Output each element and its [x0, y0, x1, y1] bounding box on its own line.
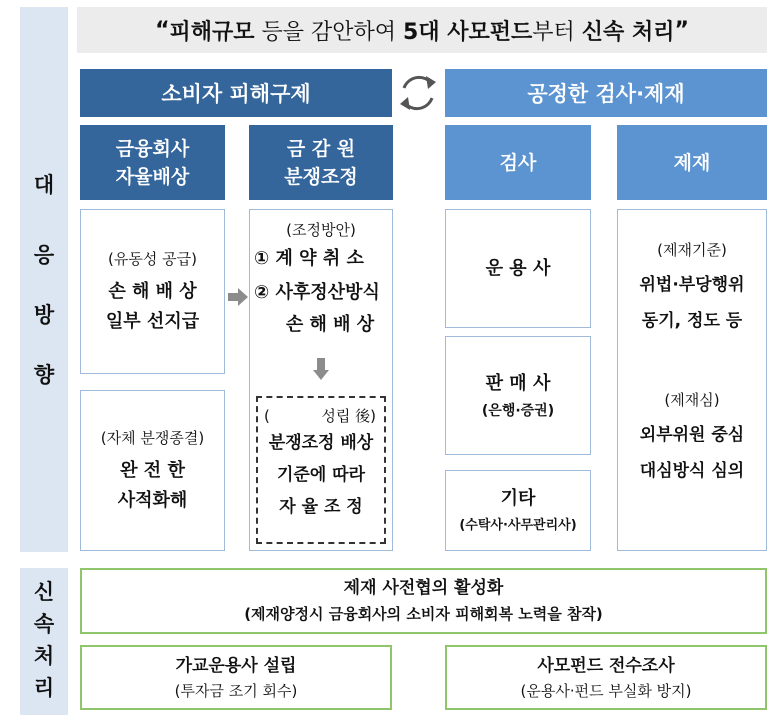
cycle-arrows-icon — [396, 66, 440, 120]
box-line: 외부위원 중심 — [639, 425, 745, 445]
box-line: 제재 사전협의 활성화 — [343, 578, 504, 598]
box-note: (유동성 공급) — [108, 249, 197, 268]
dashed-line: 기준에 따라 — [276, 465, 366, 485]
box-note: (은행·증권) — [481, 402, 555, 419]
box-note: (제재기준) — [657, 241, 727, 259]
col-header-dispute-mediation — [249, 125, 393, 200]
box-sanction-criteria — [617, 209, 767, 551]
box-private-settlement — [80, 390, 225, 551]
box-line: 기타 — [500, 487, 536, 509]
col-header-autonomous-compensation — [80, 125, 225, 200]
col-header-line: 금 감 원 — [286, 137, 356, 160]
col-header-inspection — [445, 125, 591, 200]
box-note: (제재양정시 금융회사의 소비자 피해회복 노력을 참작) — [244, 605, 603, 623]
dashed-note-open: ( — [264, 407, 270, 425]
mediation-item-2: ② 사후정산방식 — [254, 282, 380, 303]
dashed-line: 분쟁조정 배상 — [268, 433, 374, 453]
title-text-2: 부터 — [532, 19, 582, 45]
title-bold-2: 5대 사모펀드 — [403, 19, 533, 45]
header-consumer-relief-label: 소비자 피해구제 — [161, 82, 311, 106]
col-header-line: 검사 — [499, 151, 537, 174]
box-asset-manager — [445, 209, 591, 328]
box-line: 동기, 정도 등 — [641, 311, 743, 331]
title-quote-open: “ — [155, 17, 170, 43]
title-text-1: 등을 감안하여 — [254, 19, 404, 45]
box-line: 운 용 사 — [485, 257, 551, 279]
dashed-line: 자 율 조 정 — [279, 497, 363, 517]
side-char: 향 — [33, 363, 55, 387]
box-line: 손 해 배 상 — [108, 280, 197, 302]
side-char: 응 — [33, 243, 55, 267]
box-autonomous-adjustment — [256, 396, 386, 544]
box-note: (운용사·펀드 부실화 방지) — [520, 681, 692, 700]
box-pre-consultation — [80, 568, 767, 634]
box-partial-prepayment — [80, 209, 225, 374]
side-char: 대 — [33, 173, 55, 197]
box-line: 일부 선지급 — [105, 310, 200, 332]
box-bridge-manager — [80, 645, 392, 710]
col-header-line: 자율배상 — [115, 165, 190, 188]
title-bold-3: 신속 처리 — [581, 19, 675, 45]
mediation-item-1: ① 계 약 취 소 — [254, 248, 364, 269]
col-header-line: 금융회사 — [115, 137, 190, 160]
arrow-down-icon — [313, 358, 329, 380]
box-full-survey — [445, 645, 767, 710]
side-char: 신 — [33, 580, 55, 604]
box-seller — [445, 336, 591, 455]
col-header-line: 제재 — [673, 151, 711, 174]
col-header-sanction — [617, 125, 767, 200]
header-fair-inspection — [445, 69, 767, 117]
box-line: 사모펀드 전수조사 — [537, 655, 675, 676]
arrow-right-icon — [228, 288, 248, 306]
box-note: (수탁사·사무관리사) — [459, 517, 577, 533]
col-header-line: 분쟁조정 — [284, 165, 358, 188]
box-others — [445, 470, 591, 551]
header-fair-inspection-label: 공정한 검사·제재 — [527, 82, 685, 106]
box-note: (자체 분쟁종결) — [100, 428, 205, 447]
side-char: 리 — [33, 676, 55, 700]
box-line: 완 전 한 — [120, 459, 185, 481]
box-line: 사적화해 — [117, 489, 188, 511]
box-mediation-plan — [249, 209, 393, 551]
title-quote-close: ” — [674, 17, 689, 43]
side-panel-response — [20, 7, 68, 552]
box-note: (제재심) — [664, 391, 720, 409]
dashed-note: 성립 後) — [321, 407, 376, 425]
box-note: (조정방안) — [286, 221, 356, 239]
box-line: 위법·부당행위 — [639, 275, 745, 295]
box-line: 판 매 사 — [485, 372, 551, 394]
title-bold-1: 피해규모 — [169, 19, 255, 45]
side-char: 속 — [33, 612, 55, 636]
box-line: 가교운용사 설립 — [175, 655, 297, 676]
box-note: (투자금 조기 회수) — [174, 681, 298, 700]
side-char: 방 — [33, 303, 55, 327]
side-char: 처 — [33, 644, 55, 668]
box-line: 대심방식 심의 — [639, 461, 745, 481]
header-consumer-relief — [80, 69, 392, 117]
title-bar — [77, 7, 767, 53]
side-panel-quick — [20, 568, 68, 715]
mediation-item-2b: 손 해 배 상 — [285, 314, 375, 335]
